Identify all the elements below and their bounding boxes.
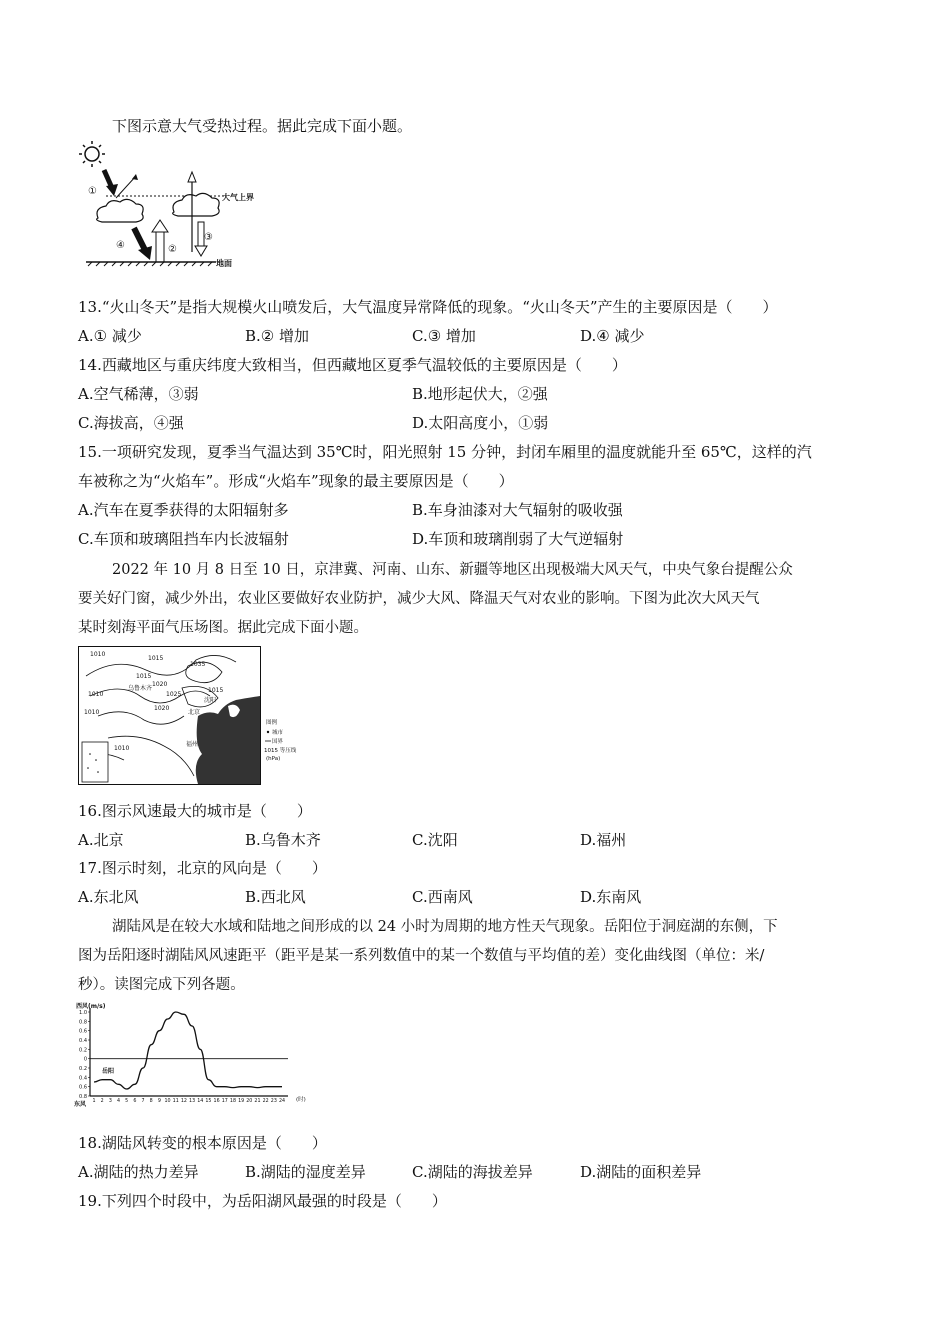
q18-option-a[interactable]: A.湖陆的热力差异 [78, 1163, 199, 1181]
x-tick-label: 2 [100, 1099, 104, 1104]
q15-option-a[interactable]: A.汽车在夏季获得的太阳辐射多 [78, 501, 289, 519]
q17-stem: 17.图示时刻，北京的风向是（ ） [78, 859, 327, 877]
atmosphere-top-label: 大气上界 [222, 193, 254, 202]
svg-text:1015 等压线: 1015 等压线 [264, 748, 297, 754]
svg-text:(hPa): (hPa) [266, 756, 281, 762]
q13-option-b[interactable]: B.② 增加 [245, 327, 310, 345]
intro-text-3-line-3: 秒）。读图完成下列各题。 [78, 977, 245, 993]
x-tick-label: 20 [246, 1099, 253, 1104]
intro-text-1: 下图示意大气受热过程。据此完成下面小题。 [112, 117, 413, 135]
x-tick-label: 1 [92, 1099, 96, 1104]
cloud-right [173, 193, 219, 216]
x-tick-label: 18 [229, 1099, 237, 1104]
q16-option-c[interactable]: C.沈阳 [412, 831, 458, 849]
sun-icon [79, 141, 105, 167]
x-tick-label: 21 [254, 1099, 261, 1104]
y-tick-label: 0 [83, 1056, 87, 1063]
q16-stem: 16.图示风速最大的城市是（ ） [78, 802, 312, 820]
q17-option-d[interactable]: D.东南风 [580, 888, 642, 906]
city-label-shenyang: 沈阳 [204, 697, 217, 704]
y-tick-label: 0.2 [79, 1047, 87, 1054]
q18-option-c[interactable]: C.湖陆的海拔差异 [412, 1163, 533, 1181]
x-tick-label: 6 [133, 1099, 137, 1104]
q14-option-d[interactable]: D.太阳高度小，①弱 [412, 414, 549, 432]
x-tick-label: 7 [141, 1099, 145, 1104]
y-axis-top-label: 西风(m/s) [76, 1003, 106, 1010]
isobar-label: 1020 [154, 705, 170, 712]
q18-option-b[interactable]: B.湖陆的湿度差异 [245, 1163, 366, 1181]
q13-option-c[interactable]: C.③ 增加 [412, 327, 476, 345]
q13-stem: 13.“火山冬天”是指大规模火山喷发后，大气温度异常降低的现象。“火山冬天”产生的主要原因是（ ） [78, 298, 778, 316]
q18-option-d[interactable]: D.湖陆的面积差异 [580, 1163, 702, 1181]
lake-land-wind-chart [72, 1000, 312, 1108]
svg-text:城市: 城市 [272, 730, 284, 736]
y-tick-label: 1.0 [79, 1010, 87, 1016]
isobar-label: 1010 [114, 745, 130, 752]
x-tick-label: 8 [149, 1099, 153, 1104]
isobar-label: 1020 [152, 681, 168, 688]
y-tick-label: 0.4 [79, 1038, 87, 1044]
intro-text-3-line-1: 湖陆风是在较大水域和陆地之间形成的以 24 小时为周期的地方性天气现象。岳阳位于洞庭湖的东侧，下 [112, 919, 778, 935]
q15-option-b[interactable]: B.车身油漆对大气辐射的吸收强 [412, 501, 623, 519]
x-tick-label: 5 [125, 1099, 129, 1104]
q17-option-a[interactable]: A.东北风 [78, 888, 139, 906]
marker-2: ② [168, 244, 177, 255]
isobar-label: 1015 [148, 655, 164, 662]
y-tick-label: 0.6 [79, 1028, 87, 1035]
q15-stem-line-1: 15.一项研究发现，夏季当气温达到 35℃时，阳光照射 15 分钟，封闭车厢里的温度就能升至 65℃，这样的汽 [78, 443, 812, 461]
x-tick-label: 17 [221, 1099, 228, 1104]
svg-text:国界: 国界 [272, 739, 284, 745]
isobar-label: 1010 [88, 691, 104, 698]
x-tick-label: 12 [180, 1099, 187, 1104]
y-axis-bottom-label: 东风 [74, 1101, 87, 1108]
x-tick-label: 4 [116, 1099, 121, 1104]
series-line-yueyang [94, 1012, 282, 1089]
isobar-label: 1025 [166, 691, 182, 698]
x-tick-label: 16 [213, 1099, 220, 1104]
q15-option-c[interactable]: C.车顶和玻璃阻挡车内长波辐射 [78, 530, 289, 548]
intro-text-3-line-2: 图为岳阳逐时湖陆风风速距平（距平是某一系列数值中的某一个数值与平均值的差）变化曲线图（单位：米/ [78, 948, 765, 964]
ground-label: 地面 [216, 259, 232, 268]
q19-stem: 19.下列四个时段中，为岳阳湖风最强的时段是（ ） [78, 1192, 447, 1210]
sea-level-pressure-map [78, 646, 310, 786]
q15-stem-line-2: 车被称之为“火焰车”。形成“火焰车”现象的最主要原因是（ ） [78, 472, 514, 490]
intro-text-2-line-2: 要关好门窗，减少外出，农业区要做好农业防护，减少大风、降温天气对农业的影响。下图为此次大风天气 [78, 591, 760, 607]
x-tick-label: 24 [278, 1099, 286, 1104]
q18-stem: 18.湖陆风转变的根本原因是（ ） [78, 1134, 327, 1152]
q14-stem: 14.西藏地区与重庆纬度大致相当，但西藏地区夏季气温较低的主要原因是（ ） [78, 356, 627, 374]
q14-option-c[interactable]: C.海拔高，④强 [78, 414, 184, 432]
city-label-fuzhou: 福州 [186, 741, 199, 748]
x-tick-label: 10 [164, 1099, 171, 1104]
q14-option-b[interactable]: B.地形起伏大，②强 [412, 385, 548, 403]
x-tick-label: 19 [238, 1099, 245, 1104]
y-tick-label: 0.4 [79, 1075, 87, 1082]
map-legend [264, 718, 297, 762]
x-axis-unit: (时) [296, 1097, 306, 1103]
q15-option-d[interactable]: D.车顶和玻璃削弱了大气逆辐射 [412, 530, 624, 548]
q13-option-d[interactable]: D.④ 减少 [580, 327, 645, 345]
q17-option-b[interactable]: B.西北风 [245, 888, 306, 906]
intro-text-2-line-3: 某时刻海平面气压场图。据此完成下面小题。 [78, 620, 368, 636]
q17-option-c[interactable]: C.西南风 [412, 888, 473, 906]
q16-option-a[interactable]: A.北京 [78, 831, 124, 849]
q16-option-b[interactable]: B.乌鲁木齐 [245, 831, 321, 849]
city-label-urumqi: 乌鲁木齐 [128, 685, 153, 692]
q13-option-a[interactable]: A.① 减少 [78, 327, 142, 345]
isobar-label: 1015 [136, 673, 152, 680]
y-tick-label: 0.2 [79, 1066, 87, 1072]
x-tick-label: 3 [108, 1099, 112, 1104]
q16-option-d[interactable]: D.福州 [580, 831, 627, 849]
x-tick-label: 13 [189, 1099, 196, 1104]
y-tick-label: 0.8 [79, 1094, 87, 1100]
marker-4: ④ [116, 240, 125, 251]
y-tick-label: 0.6 [79, 1084, 87, 1091]
city-label-beijing: 北京 [188, 709, 201, 716]
isobar-label: 1010 [90, 651, 106, 658]
x-tick-label: 11 [172, 1099, 179, 1104]
isobar-label: 1015 [208, 687, 224, 694]
series-label: 岳阳 [102, 1068, 115, 1075]
y-tick-label: 0.8 [79, 1019, 87, 1026]
x-tick-label: 15 [205, 1099, 212, 1104]
x-tick-label: 14 [197, 1099, 204, 1104]
x-tick-label: 23 [270, 1099, 277, 1104]
isobar-label: 1035 [190, 661, 206, 668]
cloud-left [97, 199, 143, 222]
atmosphere-heating-diagram [76, 140, 254, 270]
isobar-label: 1010 [84, 709, 100, 716]
q14-option-a[interactable]: A.空气稀薄，③弱 [78, 385, 199, 403]
marker-3: ③ [204, 232, 213, 243]
intro-text-2-line-1: 2022 年 10 月 8 日至 10 日，京津冀、河南、山东、新疆等地区出现极端大风天气，中央气象台提醒公众 [112, 562, 793, 578]
x-tick-label: 9 [157, 1099, 161, 1104]
svg-text:图例: 图例 [266, 720, 278, 726]
marker-1: ① [88, 186, 97, 197]
x-tick-label: 22 [262, 1099, 269, 1104]
